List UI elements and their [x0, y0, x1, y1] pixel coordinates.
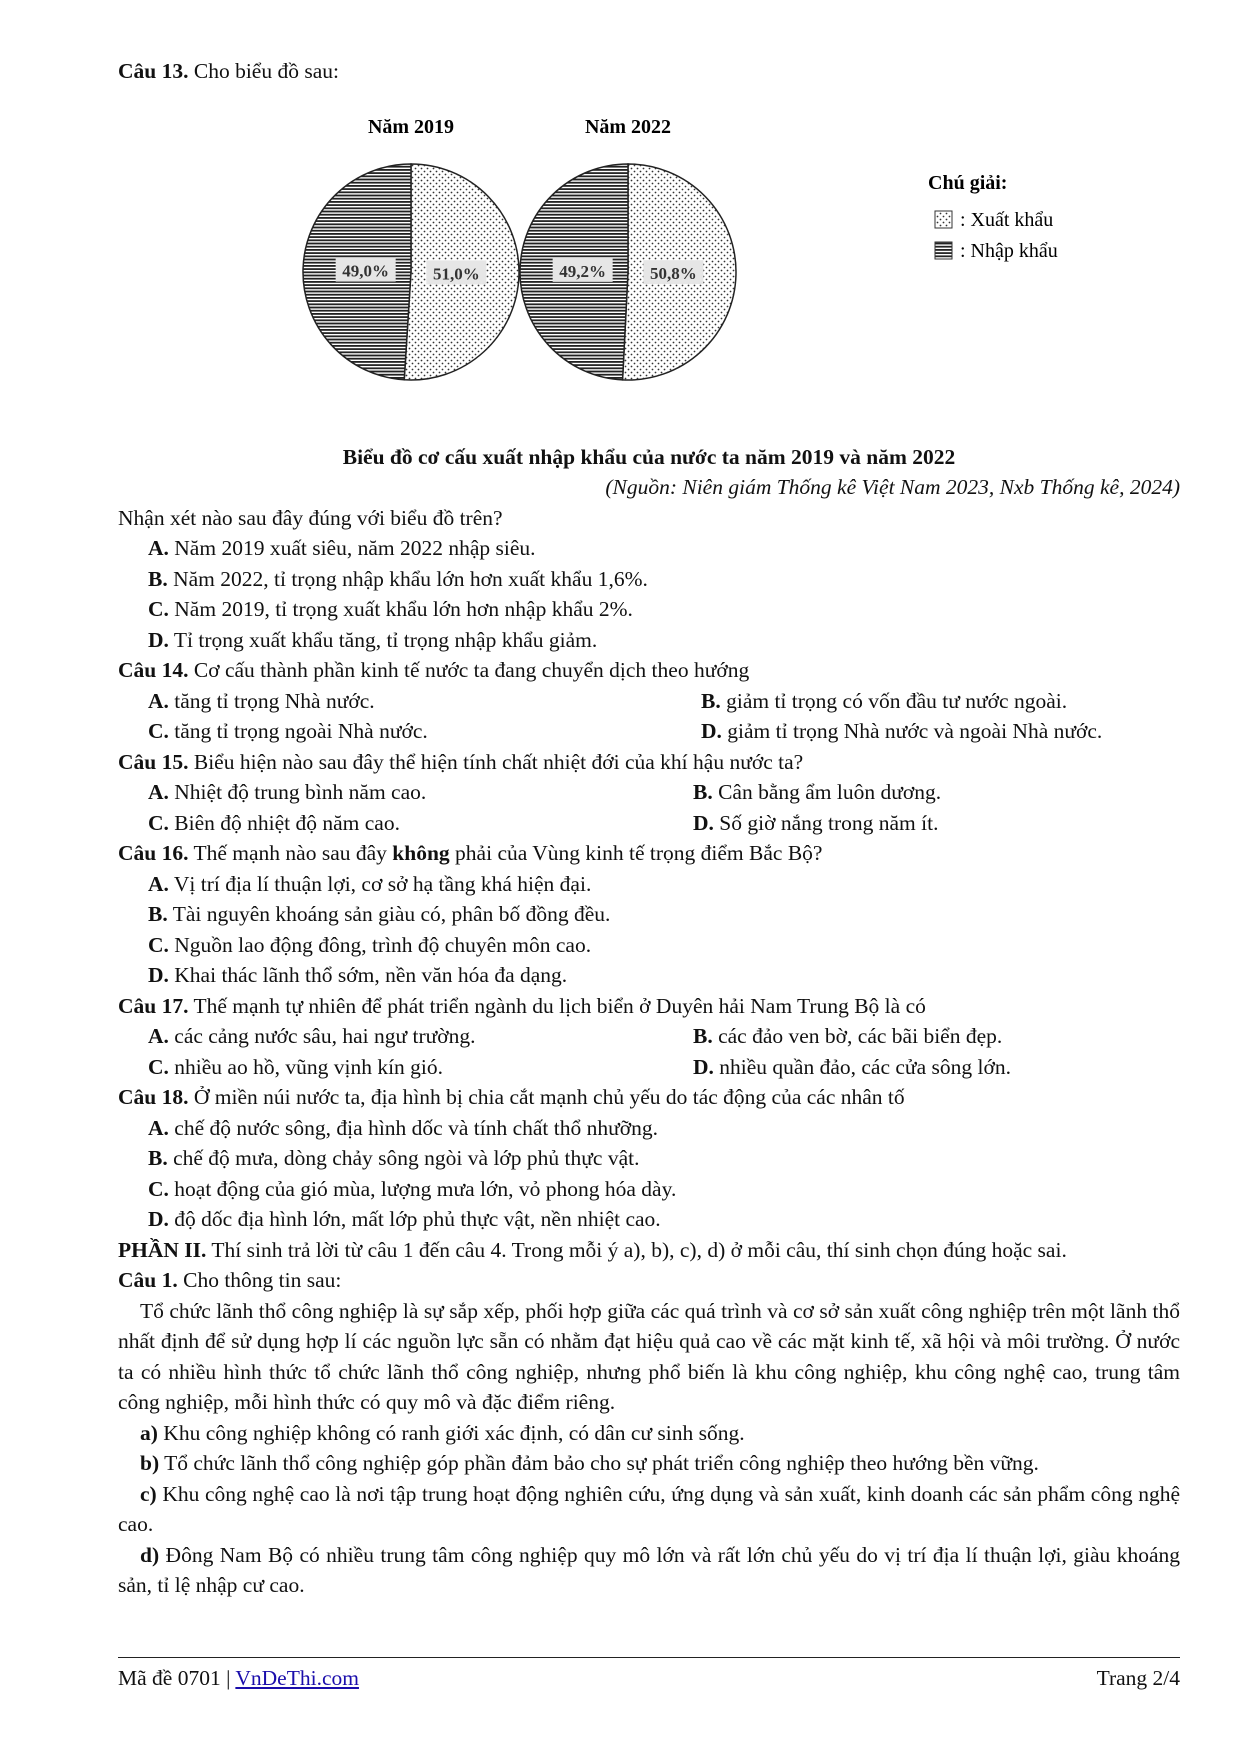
question-16	[118, 838, 1180, 869]
question-stem: Thế mạnh nào sau đây	[188, 841, 393, 865]
exam-code	[118, 1663, 359, 1694]
statement-c[interactable]	[118, 1479, 1180, 1540]
option-label: A.	[148, 1024, 169, 1048]
legend	[928, 172, 1058, 262]
options-row	[118, 808, 1180, 839]
option-label: B.	[148, 1146, 168, 1170]
option-d[interactable]	[693, 808, 938, 839]
question-stem: Ở miền núi nước ta, địa hình bị chia cắt mạnh chủ yếu do tác động của các nhân tố	[188, 1085, 905, 1109]
site-link[interactable]: VnDeThi.com	[235, 1666, 359, 1690]
option-text: chế độ nước sông, địa hình dốc và tính chất thổ nhưỡng.	[168, 1115, 658, 1140]
option-label: C.	[148, 810, 169, 835]
question-label: Câu 13.	[118, 59, 189, 83]
pie-chart-figure	[118, 89, 1180, 434]
option-text: độ dốc địa hình lớn, mất lớp phủ thực vật, nền nhiệt cao.	[168, 1207, 661, 1231]
option-label: C.	[148, 719, 169, 743]
option-text: chế độ mưa, dòng chảy sông ngòi và lớp phủ thực vật.	[167, 1146, 640, 1170]
legend-label-export: : Xuất khẩu	[960, 208, 1054, 231]
options-row	[118, 686, 1180, 717]
option-c[interactable]	[148, 716, 701, 747]
option-text: Số giờ nắng trong năm ít.	[713, 810, 939, 835]
option-label: B.	[148, 902, 168, 926]
option-b[interactable]	[693, 777, 941, 808]
option-label: C.	[148, 1054, 169, 1079]
option-label: D.	[693, 1054, 714, 1079]
question-label: Câu 16.	[118, 841, 189, 865]
option-text: Cân bằng ẩm luôn dương.	[712, 780, 942, 804]
question-13	[118, 56, 1180, 87]
option-label: A.	[148, 536, 169, 560]
question-label: Câu 1.	[118, 1268, 178, 1292]
option-text: nhiều ao hồ, vũng vịnh kín gió.	[168, 1054, 444, 1079]
option-text: giảm tỉ trọng Nhà nước và ngoài Nhà nước.	[721, 719, 1103, 743]
exam-page	[118, 56, 1180, 1601]
option-label: B.	[148, 566, 168, 591]
option-text: nhiều quần đảo, các cửa sông lớn.	[713, 1054, 1011, 1079]
question-17	[118, 991, 1180, 1022]
pie-title: Năm 2019	[367, 115, 455, 138]
statement-a[interactable]	[118, 1418, 1180, 1449]
option-b[interactable]	[118, 1143, 1180, 1174]
option-a[interactable]	[118, 533, 1180, 564]
question-stem-emphasis: không	[392, 841, 450, 865]
option-text: Tỉ trọng xuất khẩu tăng, tỉ trọng nhập khẩu giảm.	[168, 627, 598, 652]
option-label: D.	[693, 810, 714, 835]
passage: Tổ chức lãnh thổ công nghiệp là sự sắp xếp, phối hợp giữa các quá trình và cơ sở sản xuất công nghiệp trên một lãnh thổ nhất định để sử dụng hợp lí các nguồn lực sẵn có nhằm đạt hiệu quả cao về các mặt kinh tế, xã hội và môi trường. Ở nước ta có nhiều hình thức tổ chức lãnh thổ công nghiệp, nhưng phổ biến là khu công nghiệp, khu công nghệ cao, trung tâm công nghiệp, mỗi hình thức có quy mô và đặc điểm riêng.	[118, 1298, 1180, 1414]
pie-data-label: 51,0%	[432, 263, 480, 283]
option-b[interactable]	[118, 564, 1180, 595]
option-label: A.	[148, 688, 169, 713]
option-text: các đảo ven bờ, các bãi biển đẹp.	[712, 1024, 1003, 1048]
options-row	[118, 777, 1180, 808]
option-label: C.	[148, 932, 169, 957]
option-a[interactable]	[148, 686, 701, 717]
option-b[interactable]	[118, 899, 1180, 930]
option-text: giảm tỉ trọng có vốn đầu tư nước ngoài.	[720, 688, 1068, 713]
option-d[interactable]	[118, 1204, 1180, 1235]
statement-text: Khu công nghệ cao là nơi tập trung hoạt động nghiên cứu, ứng dụng và sản xuất, kinh doanh các sản phẩm công nghệ cao.	[118, 1481, 1180, 1536]
option-a[interactable]	[148, 777, 693, 808]
pie-charts	[318, 89, 1058, 434]
statement-d[interactable]	[118, 1540, 1180, 1601]
question-label: Câu 14.	[118, 658, 189, 682]
option-label: D.	[148, 627, 169, 652]
statement-text: Tổ chức lãnh thổ công nghiệp góp phần đảm bảo cho sự phát triển công nghiệp theo hướng bền vững.	[159, 1451, 1039, 1475]
option-b[interactable]	[701, 686, 1067, 717]
option-d[interactable]	[118, 960, 1180, 991]
question-15	[118, 747, 1180, 778]
statement-b[interactable]	[118, 1448, 1180, 1479]
part-2-instructions	[118, 1235, 1180, 1266]
pie-data-label: 50,8%	[649, 263, 697, 283]
question-prompt: Nhận xét nào sau đây đúng với biểu đồ trên?	[118, 505, 503, 530]
option-c[interactable]	[148, 1052, 693, 1083]
option-label: B.	[701, 688, 721, 713]
page-number: Trang 2/4	[1096, 1666, 1180, 1690]
option-label: A.	[148, 871, 169, 896]
option-c[interactable]	[118, 930, 1180, 961]
question-label: Câu 18.	[118, 1085, 189, 1109]
option-d[interactable]	[693, 1052, 1011, 1083]
option-text: Năm 2022, tỉ trọng nhập khẩu lớn hơn xuất khẩu 1,6%.	[167, 566, 648, 591]
legend-swatch-import	[935, 242, 952, 259]
options-row	[118, 1052, 1180, 1083]
question-14	[118, 655, 1180, 686]
statement-label: c)	[140, 1481, 157, 1506]
question-stem: Cơ cấu thành phần kinh tế nước ta đang chuyển dịch theo hướng	[188, 658, 750, 682]
chart-source: (Nguồn: Niên giám Thống kê Việt Nam 2023, Nxb Thống kê, 2024)	[605, 475, 1180, 499]
statement-label: b)	[140, 1451, 160, 1475]
pie-title: Năm 2022	[584, 115, 672, 138]
question-label: Câu 17.	[118, 993, 189, 1018]
options-row	[118, 1021, 1180, 1052]
pie-data-label: 49,0%	[342, 261, 390, 281]
option-label: D.	[701, 719, 722, 743]
legend-label-import: : Nhập khẩu	[960, 239, 1058, 262]
option-a[interactable]	[118, 869, 1180, 900]
legend-swatch-export	[935, 211, 952, 228]
question-stem: Cho biểu đồ sau:	[188, 59, 339, 83]
option-text: tăng tỉ trọng Nhà nước.	[168, 688, 375, 713]
option-text: Biên độ nhiệt độ năm cao.	[168, 810, 400, 835]
statement-text: Khu công nghiệp không có ranh giới xác định, có dân cư sinh sống.	[157, 1420, 745, 1445]
option-d[interactable]	[118, 625, 1180, 656]
option-a[interactable]	[118, 1113, 1180, 1144]
exam-code-text: Mã đề 0701 |	[118, 1666, 236, 1690]
option-text: Tài nguyên khoáng sản giàu có, phân bố đồng đều.	[167, 902, 611, 926]
option-text: tăng tỉ trọng ngoài Nhà nước.	[168, 719, 428, 743]
options-row	[118, 716, 1180, 747]
option-text: các cảng nước sâu, hai ngư trường.	[168, 1024, 476, 1048]
option-text: Năm 2019 xuất siêu, năm 2022 nhập siêu.	[168, 536, 536, 560]
page-footer	[118, 1657, 1180, 1694]
chart-caption: Biểu đồ cơ cấu xuất nhập khẩu của nước ta năm 2019 và năm 2022	[342, 444, 956, 469]
question-18	[118, 1082, 1180, 1113]
pie-data-label: 49,2%	[559, 261, 607, 281]
option-label: A.	[148, 1115, 169, 1140]
question-stem: Biểu hiện nào sau đây thể hiện tính chất nhiệt đới của khí hậu nước ta?	[188, 749, 804, 774]
option-text: Vị trí địa lí thuận lợi, cơ sở hạ tầng khá hiện đại.	[168, 871, 592, 896]
legend-title: Chú giải:	[928, 171, 1008, 194]
question-stem: Thế mạnh tự nhiên để phát triển ngành du lịch biển ở Duyên hải Nam Trung Bộ là có	[188, 993, 926, 1018]
statement-label: d)	[140, 1542, 160, 1567]
question-stem: Cho thông tin sau:	[177, 1268, 342, 1292]
option-a[interactable]	[148, 1021, 693, 1052]
question-label: Câu 15.	[118, 749, 189, 774]
option-label: C.	[148, 1176, 169, 1201]
option-label: D.	[148, 963, 169, 987]
option-label: A.	[148, 780, 169, 804]
option-b[interactable]	[693, 1021, 1002, 1052]
option-label: B.	[693, 1024, 713, 1048]
option-d[interactable]	[701, 716, 1102, 747]
part-label: PHẦN II.	[118, 1237, 207, 1262]
option-c[interactable]	[148, 808, 693, 839]
option-text: Nhiệt độ trung bình năm cao.	[168, 780, 427, 804]
statement-label: a)	[140, 1420, 158, 1445]
option-text: hoạt động của gió mùa, lượng mưa lớn, vỏ phong hóa dày.	[168, 1176, 677, 1201]
option-text: Năm 2019, tỉ trọng xuất khẩu lớn hơn nhập khẩu 2%.	[168, 597, 633, 621]
option-text: Khai thác lãnh thổ sớm, nền văn hóa đa dạng.	[168, 963, 568, 987]
option-c[interactable]	[118, 594, 1180, 625]
option-label: C.	[148, 597, 169, 621]
question-stem: phải của Vùng kinh tế trọng điểm Bắc Bộ?	[449, 841, 823, 865]
part-text: Thí sinh trả lời từ câu 1 đến câu 4. Trong mỗi ý a), b), c), d) ở mỗi câu, thí sinh chọn đúng hoặc sai.	[206, 1237, 1067, 1262]
option-text: Nguồn lao động đông, trình độ chuyên môn cao.	[168, 932, 592, 957]
part2-question-1	[118, 1265, 1180, 1296]
option-label: D.	[148, 1207, 169, 1231]
option-c[interactable]	[118, 1174, 1180, 1205]
statement-text: Đông Nam Bộ có nhiều trung tâm công nghiệp quy mô lớn và rất lớn chủ yếu do vị trí địa lí thuận lợi, giàu khoáng sản, tỉ lệ nhập cư cao.	[118, 1542, 1180, 1597]
option-label: B.	[693, 780, 713, 804]
